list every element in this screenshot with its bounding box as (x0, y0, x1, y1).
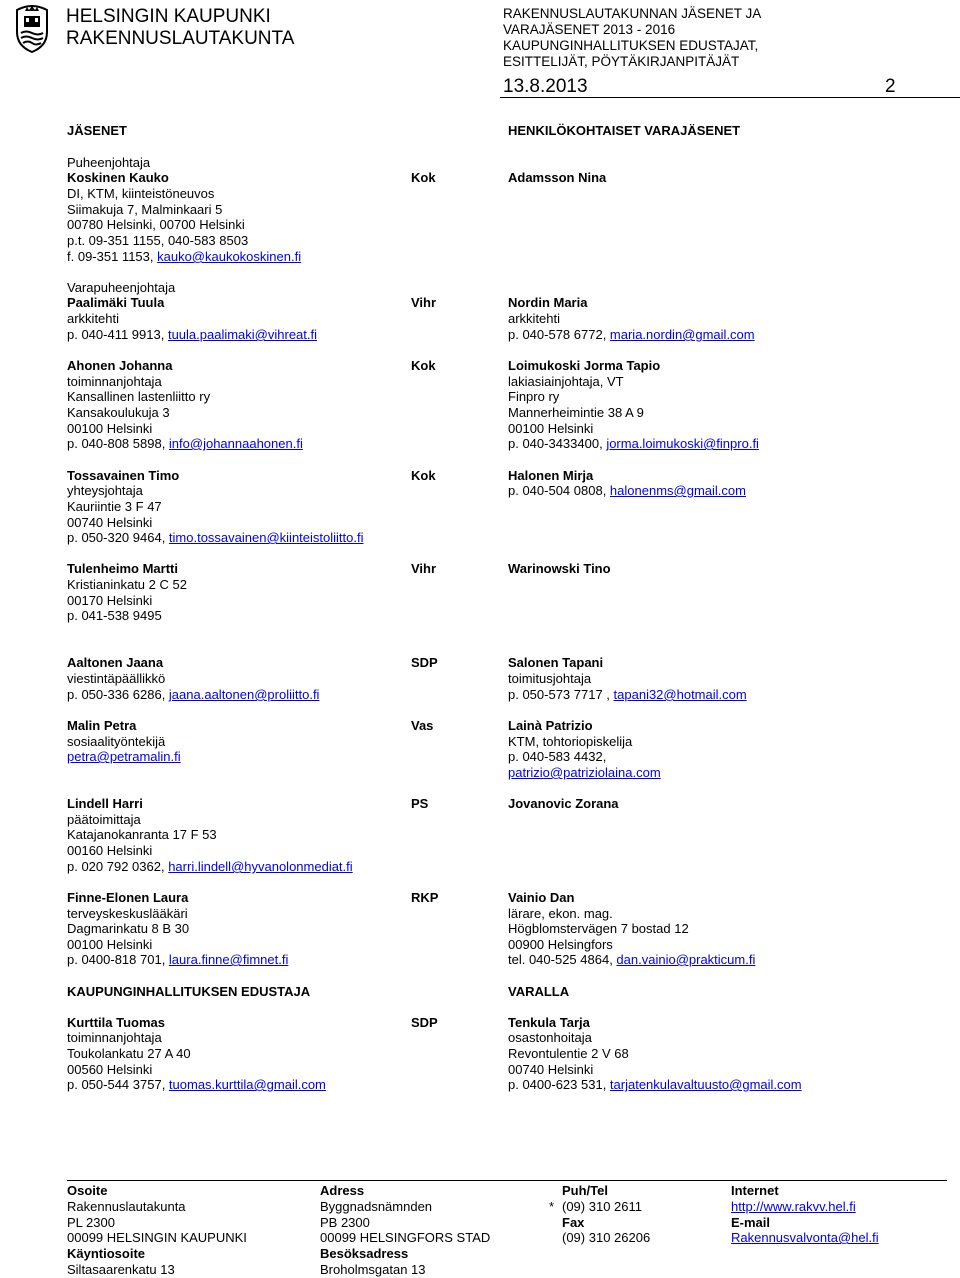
footer-address-heading: Osoite (67, 1183, 108, 1198)
footer-phone-marker: * (549, 1199, 555, 1214)
member-postcode: 00100 Helsinki (67, 421, 153, 436)
deputy-name: Adamsson Nina (508, 170, 607, 185)
footer-address-sv-line: 00099 HELSINGFORS STAD (320, 1230, 491, 1245)
deputy-phone: p. 040-583 4432, (508, 749, 607, 764)
deputy-address: Högblomstervägen 7 bostad 12 (508, 921, 689, 936)
member-title: päätoimittaja (67, 812, 141, 827)
member-address: Dagmarinkatu 8 B 30 (67, 921, 190, 936)
footer-website-link[interactable]: http://www.rakvv.hel.fi (731, 1199, 856, 1214)
deputy-contact (508, 1077, 802, 1093)
deputy-address: Revontulentie 2 V 68 (508, 1046, 629, 1061)
member-address: Katajanokanranta 17 F 53 (67, 827, 217, 842)
member-name: Lindell Harri (67, 796, 143, 811)
member-postcode: 00740 Helsinki (67, 515, 153, 530)
vice-chair-label: Varapuheenjohtaja (67, 280, 176, 295)
deputy-title: arkkitehti (508, 311, 561, 326)
helsinki-crest-logo (14, 2, 50, 54)
member-title: toiminnanjohtaja (67, 1030, 162, 1045)
member-title: arkkitehti (67, 311, 120, 326)
doc-title-line-2: VARAJÄSENET 2013 - 2016 (503, 22, 676, 37)
member-contact (67, 249, 301, 265)
member-postcode: 00780 Helsinki, 00700 Helsinki (67, 217, 245, 232)
deputy-title: KTM, tohtoriopiskelija (508, 734, 633, 749)
email-link[interactable]: laura.finne@fimnet.fi (168, 952, 289, 967)
email-link[interactable]: petra@petramalin.fi (67, 749, 181, 764)
page-number: 2 (885, 76, 896, 97)
email-link[interactable]: timo.tossavainen@kiinteistoliitto.fi (168, 530, 364, 545)
footer-fax-number: (09) 310 26206 (562, 1230, 651, 1245)
member-address: Kauriintie 3 F 47 (67, 499, 162, 514)
phone-text: p. 050-544 3757, (67, 1077, 169, 1092)
member-organization: Kansallinen lastenliitto ry (67, 389, 211, 404)
footer-address-line: Rakennuslautakunta (67, 1199, 186, 1214)
deputy-address: Mannerheimintie 38 A 9 (508, 405, 644, 420)
email-link[interactable]: patrizio@patriziolaina.com (508, 765, 661, 780)
member-title: toiminnanjohtaja (67, 374, 162, 389)
member-address: Kristianinkatu 2 C 52 (67, 577, 187, 592)
phone-text: tel. 040-525 4864, (508, 952, 617, 967)
deputy-name: Halonen Mirja (508, 468, 594, 483)
member-name: Malin Petra (67, 718, 137, 733)
party-label: Vas (411, 718, 434, 733)
deputy-postcode: 00740 Helsinki (508, 1062, 594, 1077)
party-label: RKP (411, 890, 439, 905)
phone-text: p. 0400-623 531, (508, 1077, 610, 1092)
member-postcode: 00560 Helsinki (67, 1062, 153, 1077)
member-name: Koskinen Kauko (67, 170, 169, 185)
member-name: Kurttila Tuomas (67, 1015, 165, 1030)
phone-text: p. 020 792 0362, (67, 859, 169, 874)
email-link[interactable]: kauko@kaukokoskinen.fi (157, 249, 302, 264)
member-title: sosiaalityöntekijä (67, 734, 166, 749)
city-board-heading: KAUPUNGINHALLITUKSEN EDUSTAJA (67, 984, 311, 999)
email-link[interactable]: dan.vainio@prakticum.fi (616, 952, 756, 967)
document-date: 13.8.2013 (503, 76, 588, 97)
member-address: Kansakoulukuja 3 (67, 405, 170, 420)
member-name: Paalimäki Tuula (67, 295, 165, 310)
email-link[interactable]: jaana.aaltonen@proliitto.fi (168, 687, 320, 702)
phone-text: p. 050-573 7717 , (508, 687, 614, 702)
deputy-contact (508, 436, 759, 452)
member-name: Tulenheimo Martti (67, 561, 178, 576)
email-link[interactable]: harri.lindell@hyvanolonmediat.fi (168, 859, 353, 874)
deputy-contact (508, 687, 747, 703)
deputy-title: osastonhoitaja (508, 1030, 592, 1045)
phone-text: p. 040-808 5898, (67, 436, 169, 451)
deputy-contact (508, 483, 746, 499)
member-contact (67, 859, 353, 875)
member-name: Ahonen Johanna (67, 358, 173, 373)
deputy-heading: VARALLA (508, 984, 570, 999)
document-title (503, 6, 761, 70)
phone-text: p. 040-3433400, (508, 436, 607, 451)
doc-title-line-4: ESITTELIJÄT, PÖYTÄKIRJANPITÄJÄT (503, 54, 740, 69)
party-label: PS (411, 796, 429, 811)
member-contact (67, 530, 363, 546)
deputy-postcode: 00900 Helsingfors (508, 937, 613, 952)
member-contact (67, 687, 319, 703)
footer-fax-heading: Fax (562, 1215, 585, 1230)
party-label: Kok (411, 468, 436, 483)
organization-name (66, 6, 294, 50)
party-label: SDP (411, 1015, 438, 1030)
phone-text: p. 050-320 9464, (67, 530, 169, 545)
member-title: DI, KTM, kiinteistöneuvos (67, 186, 215, 201)
deputy-contact (508, 952, 755, 968)
deputy-name: Vainio Dan (508, 890, 575, 905)
deputy-contact (508, 327, 755, 343)
footer-visiting-sv-heading: Besöksadress (320, 1246, 409, 1261)
member-postcode: 00170 Helsinki (67, 593, 153, 608)
deputy-title: toimitusjohtaja (508, 671, 592, 686)
footer-phone-heading: Puh/Tel (562, 1183, 608, 1198)
member-phone: p. 041-538 9495 (67, 608, 162, 623)
org-line-2: RAKENNUSLAUTAKUNTA (66, 28, 295, 49)
deputy-name: Warinowski Tino (508, 561, 611, 576)
footer-address-sv-line: PB 2300 (320, 1215, 370, 1230)
party-label: Kok (411, 170, 436, 185)
email-link[interactable]: tapani32@hotmail.com (613, 687, 747, 702)
deputy-postcode: 00100 Helsinki (508, 421, 594, 436)
phone-text: p. 040-411 9913, (67, 327, 168, 342)
member-postcode: 00100 Helsinki (67, 937, 153, 952)
deputy-name: Loimukoski Jorma Tapio (508, 358, 661, 373)
party-label: Kok (411, 358, 436, 373)
party-label: Vihr (411, 561, 437, 576)
member-name: Aaltonen Jaana (67, 655, 164, 670)
email-link[interactable]: info@johannaahonen.fi (168, 436, 303, 451)
footer-visiting-heading: Käyntiosoite (67, 1246, 146, 1261)
phone-text: p. 050-336 6286, (67, 687, 169, 702)
member-contact (67, 952, 288, 968)
footer-email-link[interactable]: Rakennusvalvonta@hel.fi (731, 1230, 879, 1245)
party-label: SDP (411, 655, 438, 670)
email-link[interactable]: jorma.loimukoski@finpro.fi (606, 436, 759, 451)
deputy-contact (508, 765, 661, 781)
deputy-organization: Finpro ry (508, 389, 560, 404)
deputies-heading: HENKILÖKOHTAISET VARAJÄSENET (508, 123, 741, 138)
fax-text: f. 09-351 1153, (67, 249, 158, 264)
member-name: Finne-Elonen Laura (67, 890, 189, 905)
deputy-title: lakiasiainjohtaja, VT (508, 374, 624, 389)
email-link[interactable]: halonenms@gmail.com (609, 483, 746, 498)
footer-internet-heading: Internet (731, 1183, 779, 1198)
member-address: Toukolankatu 27 A 40 (67, 1046, 191, 1061)
footer-visiting-sv-address: Broholmsgatan 13 (320, 1262, 426, 1277)
footer-address-sv-line: Byggnadsnämnden (320, 1199, 433, 1214)
footer-rule (67, 1180, 947, 1181)
member-phone: p.t. 09-351 1155, 040-583 8503 (67, 233, 249, 248)
member-address: Siimakuja 7, Malminkaari 5 (67, 202, 223, 217)
phone-text: p. 040-504 0808, (508, 483, 610, 498)
footer-email-heading: E-mail (731, 1215, 771, 1230)
deputy-title: lärare, ekon. mag. (508, 906, 613, 921)
deputy-name: Salonen Tapani (508, 655, 604, 670)
member-contact (67, 436, 303, 452)
member-contact (67, 1077, 326, 1093)
member-name: Tossavainen Timo (67, 468, 180, 483)
email-link[interactable]: tarjatenkulavaltuusto@gmail.com (609, 1077, 802, 1092)
phone-text: p. 040-578 6772, (508, 327, 610, 342)
email-link[interactable]: maria.nordin@gmail.com (609, 327, 755, 342)
member-contact (67, 327, 317, 343)
header-rule (500, 97, 960, 98)
member-postcode: 00160 Helsinki (67, 843, 153, 858)
deputy-name: Lainà Patrizio (508, 718, 593, 733)
doc-title-line-1: RAKENNUSLAUTAKUNNAN JÄSENET JA (503, 6, 762, 21)
email-link[interactable]: tuomas.kurttila@gmail.com (168, 1077, 326, 1092)
footer-address-line: 00099 HELSINGIN KAUPUNKI (67, 1230, 247, 1245)
member-title: yhteysjohtaja (67, 483, 143, 498)
footer-address-line: PL 2300 (67, 1215, 115, 1230)
footer-phone-number: (09) 310 2611 (562, 1199, 642, 1214)
footer-visiting-address: Siltasaarenkatu 13 (67, 1262, 175, 1277)
footer-address-sv-heading: Adress (320, 1183, 365, 1198)
org-line-1: HELSINGIN KAUPUNKI (66, 6, 271, 27)
chair-label: Puheenjohtaja (67, 155, 151, 170)
email-link[interactable]: tuula.paalimaki@vihreat.fi (167, 327, 317, 342)
deputy-name: Tenkula Tarja (508, 1015, 590, 1030)
party-label: Vihr (411, 295, 437, 310)
phone-text: p. 0400-818 701, (67, 952, 169, 967)
deputy-name: Jovanovic Zorana (508, 796, 619, 811)
member-title: terveyskeskuslääkäri (67, 906, 188, 921)
deputy-name: Nordin Maria (508, 295, 588, 310)
member-title: viestintäpäällikkö (67, 671, 166, 686)
doc-title-line-3: KAUPUNGINHALLITUKSEN EDUSTAJAT, (503, 38, 759, 53)
member-contact (67, 749, 181, 765)
members-heading: JÄSENET (67, 123, 127, 138)
